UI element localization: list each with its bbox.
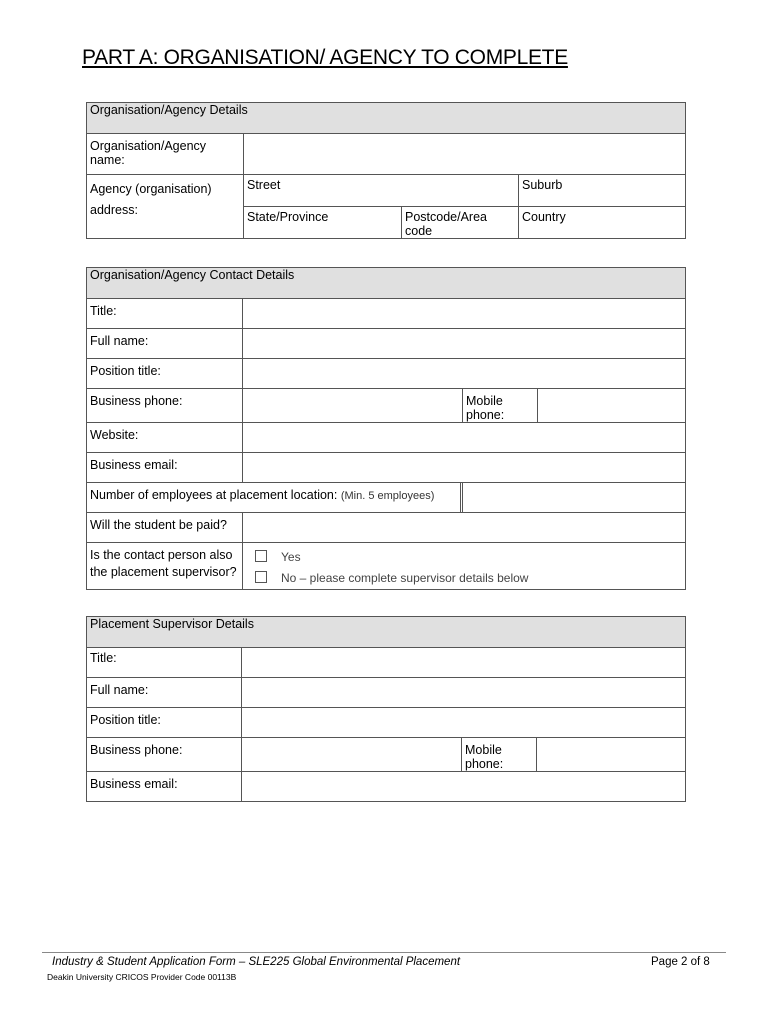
supervisor-fullname-label: Full name: xyxy=(87,678,242,708)
postcode-label: Postcode/Area code xyxy=(405,210,487,238)
org-details-heading: Organisation/Agency Details xyxy=(87,103,686,134)
state-label: State/Province xyxy=(247,210,329,224)
employees-field[interactable] xyxy=(463,483,686,513)
suburb-label: Suburb xyxy=(522,178,563,192)
supervisor-question xyxy=(87,543,243,590)
org-details-table xyxy=(86,102,686,239)
supervisor-mobile-phone-field[interactable] xyxy=(537,738,686,772)
state-field[interactable] xyxy=(244,207,402,239)
paid-field[interactable] xyxy=(243,513,686,543)
contact-business-phone-label: Business phone: xyxy=(87,389,243,423)
contact-mobile-phone-field[interactable] xyxy=(538,389,686,423)
supervisor-question-line2: the placement supervisor? xyxy=(90,565,237,579)
org-name-label: Organisation/Agency name: xyxy=(87,134,244,175)
paid-label: Will the student be paid? xyxy=(87,513,243,543)
supervisor-business-email-label: Business email: xyxy=(87,772,242,802)
footer-page-number: Page 2 of 8 xyxy=(651,956,710,968)
supervisor-business-phone-field[interactable] xyxy=(242,738,462,772)
supervisor-position-field[interactable] xyxy=(242,708,686,738)
supervisor-details-heading: Placement Supervisor Details xyxy=(87,617,686,648)
supervisor-question-line1: Is the contact person also xyxy=(90,548,233,562)
contact-title-label: Title: xyxy=(87,299,243,329)
contact-details-heading: Organisation/Agency Contact Details xyxy=(87,268,686,299)
contact-business-phone-field[interactable] xyxy=(243,389,463,423)
employees-note: (Min. 5 employees) xyxy=(340,490,435,502)
country-field[interactable] xyxy=(519,207,686,239)
supervisor-title-label: Title: xyxy=(87,648,242,678)
footer-form-name: Industry & Student Application Form – SLE225 Global Environmental Placement xyxy=(52,956,461,968)
street-label: Street xyxy=(247,178,281,192)
option-no-row[interactable] xyxy=(255,568,682,589)
contact-position-label: Position title: xyxy=(87,359,243,389)
option-yes-row[interactable] xyxy=(255,547,682,568)
supervisor-business-email-field[interactable] xyxy=(242,772,686,802)
no-checkbox[interactable] xyxy=(255,571,267,583)
footer-provider-code: Deakin University CRICOS Provider Code 00113B xyxy=(47,972,237,982)
contact-fullname-label: Full name: xyxy=(87,329,243,359)
employees-label-cell xyxy=(87,483,463,513)
supervisor-mobile-phone-label: Mobile phone: xyxy=(462,738,537,772)
contact-details-table xyxy=(86,267,686,590)
supervisor-position-label: Position title: xyxy=(87,708,242,738)
org-name-field[interactable] xyxy=(244,134,686,175)
street-field[interactable] xyxy=(244,175,519,207)
supervisor-business-phone-label: Business phone: xyxy=(87,738,242,772)
contact-website-label: Website: xyxy=(87,423,243,453)
footer-divider xyxy=(42,952,726,953)
country-label: Country xyxy=(522,210,566,224)
yes-checkbox[interactable] xyxy=(255,550,267,562)
contact-fullname-field[interactable] xyxy=(243,329,686,359)
address-label xyxy=(87,175,244,239)
contact-website-field[interactable] xyxy=(243,423,686,453)
postcode-field[interactable] xyxy=(402,207,519,239)
employees-label: Number of employees at placement location: xyxy=(90,488,338,502)
suburb-field[interactable] xyxy=(519,175,686,207)
supervisor-fullname-field[interactable] xyxy=(242,678,686,708)
contact-title-field[interactable] xyxy=(243,299,686,329)
supervisor-title-field[interactable] xyxy=(242,648,686,678)
contact-mobile-phone-label: Mobile phone: xyxy=(463,389,538,423)
option-yes-label: Yes xyxy=(281,550,301,564)
contact-business-email-field[interactable] xyxy=(243,453,686,483)
employees-divider xyxy=(460,482,462,513)
address-label-line2: address: xyxy=(90,203,138,217)
option-no-label: No – please complete supervisor details below xyxy=(281,571,529,585)
address-label-line1: Agency (organisation) xyxy=(90,182,212,196)
contact-position-field[interactable] xyxy=(243,359,686,389)
supervisor-options xyxy=(243,543,686,590)
contact-business-email-label: Business email: xyxy=(87,453,243,483)
page-title: PART A: ORGANISATION/ AGENCY TO COMPLETE xyxy=(82,46,568,69)
supervisor-details-table xyxy=(86,616,686,802)
